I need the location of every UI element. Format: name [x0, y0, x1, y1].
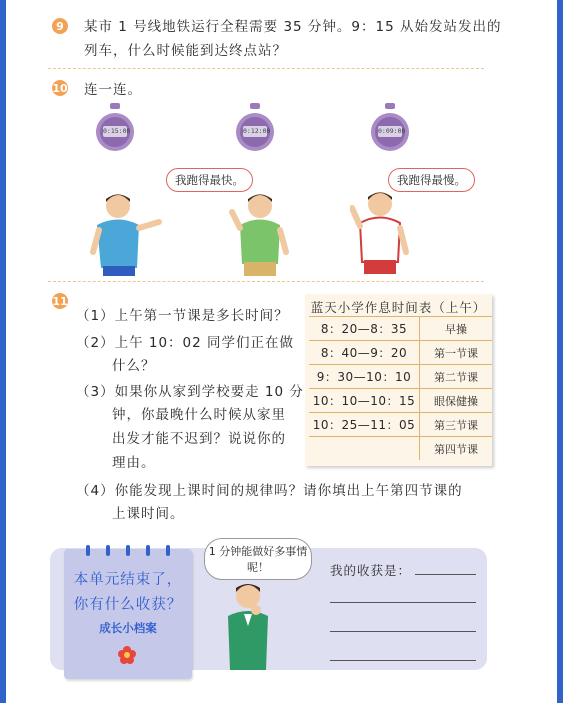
table-row	[309, 365, 492, 389]
page-frame-right	[557, 0, 563, 703]
answer-line[interactable]	[330, 631, 476, 632]
table-row	[309, 413, 492, 437]
schedule-time: 8：40—9：20	[309, 341, 420, 365]
question-number-11: 11	[52, 294, 68, 308]
speech-bubble-slowest: 我跑得最慢。	[388, 168, 475, 192]
schedule-time: 8：20—8：35	[309, 317, 420, 341]
speech-bubble-fastest: 我跑得最快。	[166, 168, 253, 192]
q11-part2-line1: （2）上午 10：02 同学们正在做	[76, 335, 295, 351]
q11-part4-line1: （4）你能发现上课时间的规律吗？请你填出上午第四节课的	[76, 483, 463, 499]
q9-line1: 某市 1 号线地铁运行全程需要 35 分钟。9：15 从始发站发出的	[84, 19, 502, 35]
q11-part3-line3: 出发才能不迟到？说说你的	[112, 431, 286, 447]
schedule-time: 9：30—10：10	[309, 365, 420, 389]
section-divider	[48, 68, 484, 69]
thinking-boy-illustration	[222, 580, 274, 672]
boy-blue-shirt-illustration	[85, 190, 165, 280]
card-text-line1: 本单元结束了，	[73, 572, 183, 588]
schedule-time-blank	[309, 437, 420, 461]
schedule-time: 10：10—10：15	[309, 389, 420, 413]
binder-ring	[166, 545, 170, 556]
table-row	[309, 437, 492, 461]
boy-green-shirt-illustration	[228, 190, 292, 280]
schedule-activity: 第二节课	[420, 365, 493, 389]
q11-part3-line4: 理由。	[112, 455, 156, 471]
answer-line[interactable]	[330, 602, 476, 603]
q11-part3-line2: 钟，你最晚什么时候从家里	[112, 407, 286, 423]
schedule-title: 蓝天小学作息时间表（上午）	[310, 300, 487, 315]
binder-ring	[86, 545, 90, 556]
stopwatch-readout: 0:09:00	[378, 127, 406, 135]
answer-line[interactable]	[330, 660, 476, 661]
binder-ring	[106, 545, 110, 556]
binder-ring	[126, 545, 130, 556]
card-text-line2: 你有什么收获？	[73, 597, 183, 613]
q11-part4-line2: 上课时间。	[112, 506, 185, 522]
q10-instruction: 连一连。	[84, 82, 142, 98]
table-row	[309, 389, 492, 413]
schedule-activity: 第一节课	[420, 341, 493, 365]
schedule-activity: 眼保健操	[420, 389, 493, 413]
stopwatch-readout: 0:12:00	[243, 127, 271, 135]
boy-white-shirt-illustration	[350, 188, 414, 280]
q11-part3-line1: （3）如果你从家到学校要走 10 分	[76, 384, 304, 400]
table-row	[309, 341, 492, 365]
stopwatch-readout: 0:15:00	[103, 127, 131, 135]
gain-label: 我的收获是：	[330, 563, 412, 578]
binder-ring	[146, 545, 150, 556]
q11-part2-line2: 什么？	[112, 358, 156, 374]
q11-part1: （1）上午第一节课是多长时间？	[76, 308, 289, 324]
q9-line2: 列车，什么时候能到达终点站？	[84, 43, 287, 59]
answer-line[interactable]	[415, 574, 476, 575]
schedule-time: 10：25—11：05	[309, 413, 420, 437]
flower-icon	[117, 645, 137, 665]
card-text-line3: 成长小档案	[99, 621, 157, 635]
question-number-9: 9	[52, 18, 68, 34]
page-frame-left	[0, 0, 6, 703]
question-number-10: 10	[52, 81, 68, 95]
schedule-activity: 第三节课	[420, 413, 493, 437]
schedule-activity: 第四节课	[420, 437, 493, 461]
table-row	[309, 317, 492, 341]
schedule-activity: 早操	[420, 317, 493, 341]
schedule-card	[305, 294, 492, 466]
section-divider	[48, 281, 484, 282]
thought-bubble: 1 分钟能做好多事情呢！	[204, 538, 312, 580]
schedule-table	[309, 316, 492, 460]
